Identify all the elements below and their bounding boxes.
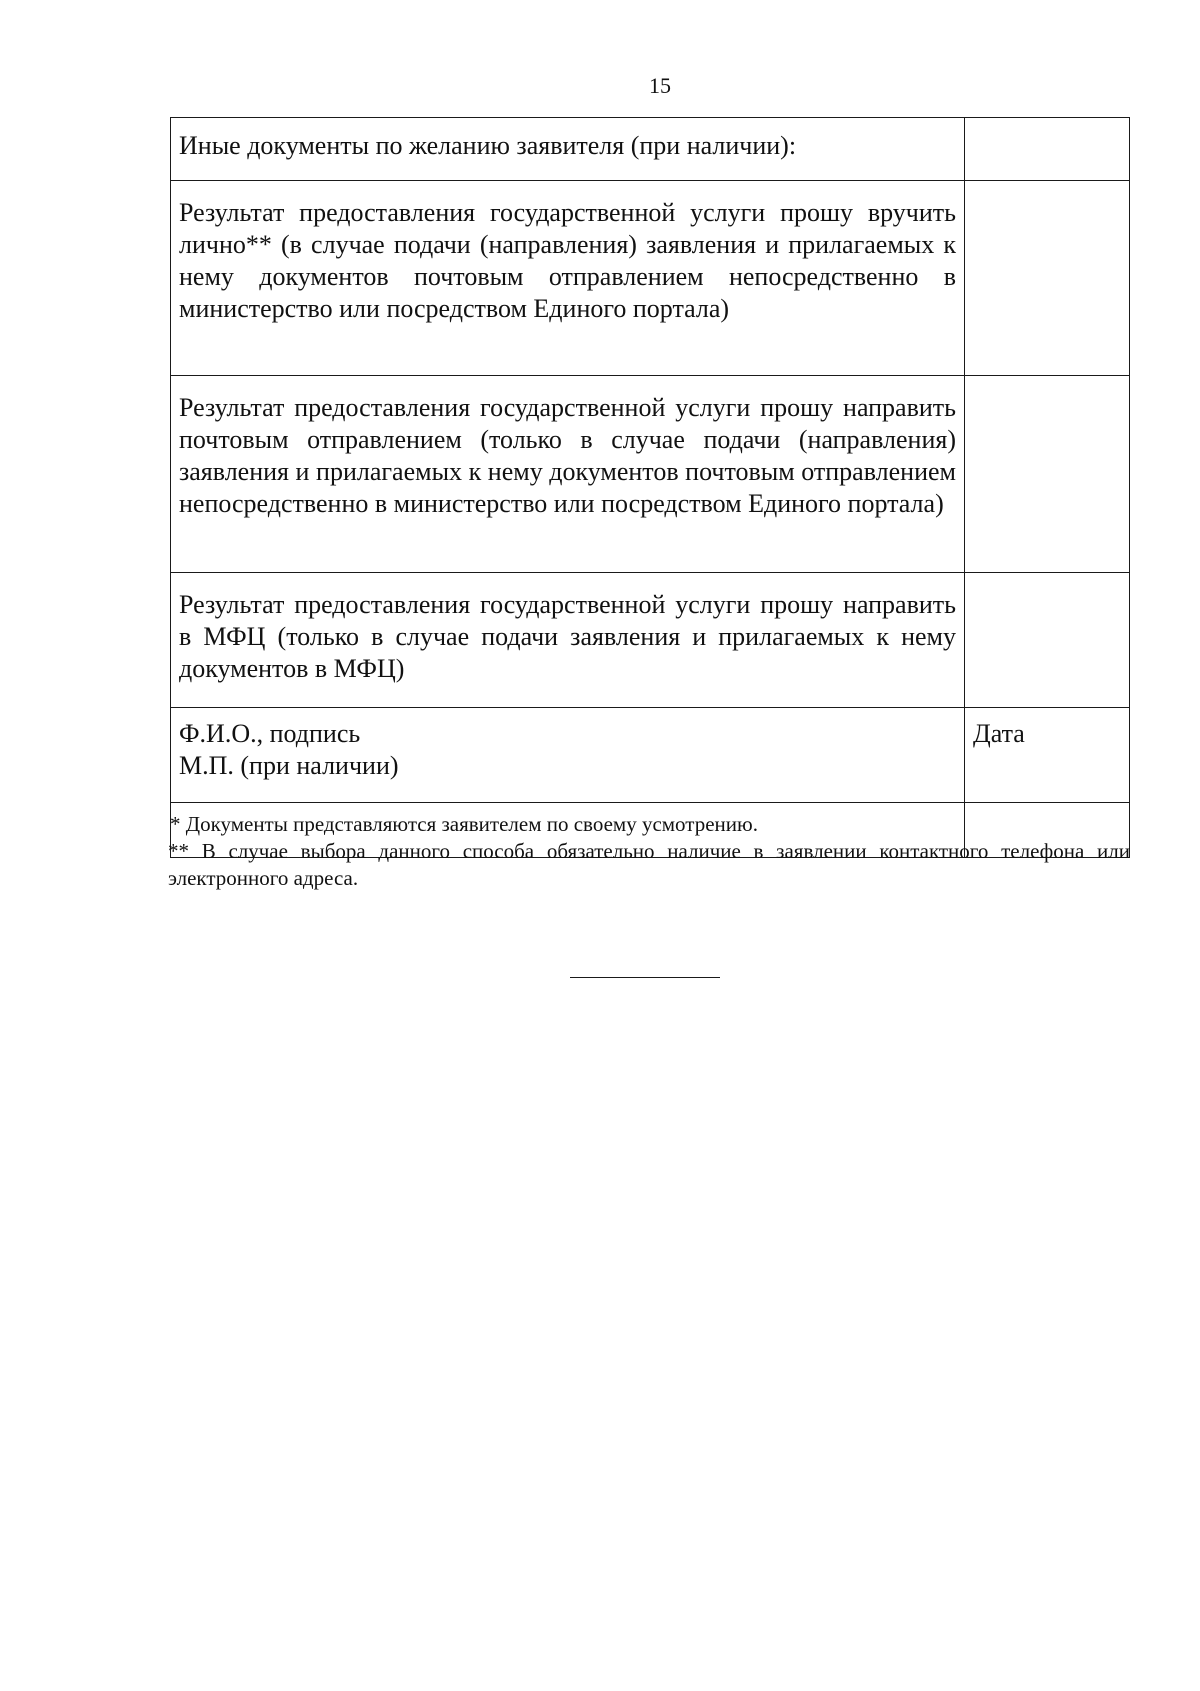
date-cell[interactable]	[965, 708, 1130, 803]
send-by-post-value-cell[interactable]	[965, 376, 1130, 573]
footnote-documents: * Документы представляются заявителем по своему усмотрению.	[170, 812, 758, 836]
deliver-in-person-label: Результат предоставления государственной услуги прошу вручить лично** (в случае подачи (направления) заявления и прилагаемых к нему документов почтовым отправлением непосредственно в министерство или посредством Единого портала)	[171, 181, 965, 376]
table-row-other-documents	[171, 118, 1130, 181]
table-row-deliver-in-person	[171, 181, 1130, 376]
send-to-mfc-value-cell[interactable]	[965, 573, 1130, 708]
page-number: 15	[649, 73, 671, 98]
table-row-send-to-mfc	[171, 573, 1130, 708]
footnote-contact-required: ** В случае выбора данного способа обязательно наличие в заявлении контактного телефона или электронного адреса.	[168, 839, 1130, 890]
send-to-mfc-label: Результат предоставления государственной услуги прошу направить в МФЦ (только в случае подачи заявления и прилагаемых к нему документов в МФЦ)	[171, 573, 965, 708]
signature-cell[interactable]	[171, 708, 965, 803]
deliver-in-person-value-cell[interactable]	[965, 181, 1130, 376]
table-row-send-by-post	[171, 376, 1130, 573]
stamp-label: М.П. (при наличии)	[179, 751, 399, 780]
other-documents-value-cell[interactable]	[965, 118, 1130, 181]
other-documents-label: Иные документы по желанию заявителя (при наличии):	[171, 118, 965, 181]
table-row-signature	[171, 708, 1130, 803]
send-by-post-label: Результат предоставления государственной услуги прошу направить почтовым отправлением (только в случае подачи (направления) заявления и прилагаемых к нему документов почтовым отправлением непосредственно в министерство или посредством Единого портала)	[171, 376, 965, 573]
signature-name-label: Ф.И.О., подпись	[179, 719, 361, 748]
date-label: Дата	[973, 719, 1025, 748]
application-form-table	[170, 117, 1130, 858]
end-divider-line	[570, 977, 720, 978]
footnotes	[168, 811, 1130, 892]
